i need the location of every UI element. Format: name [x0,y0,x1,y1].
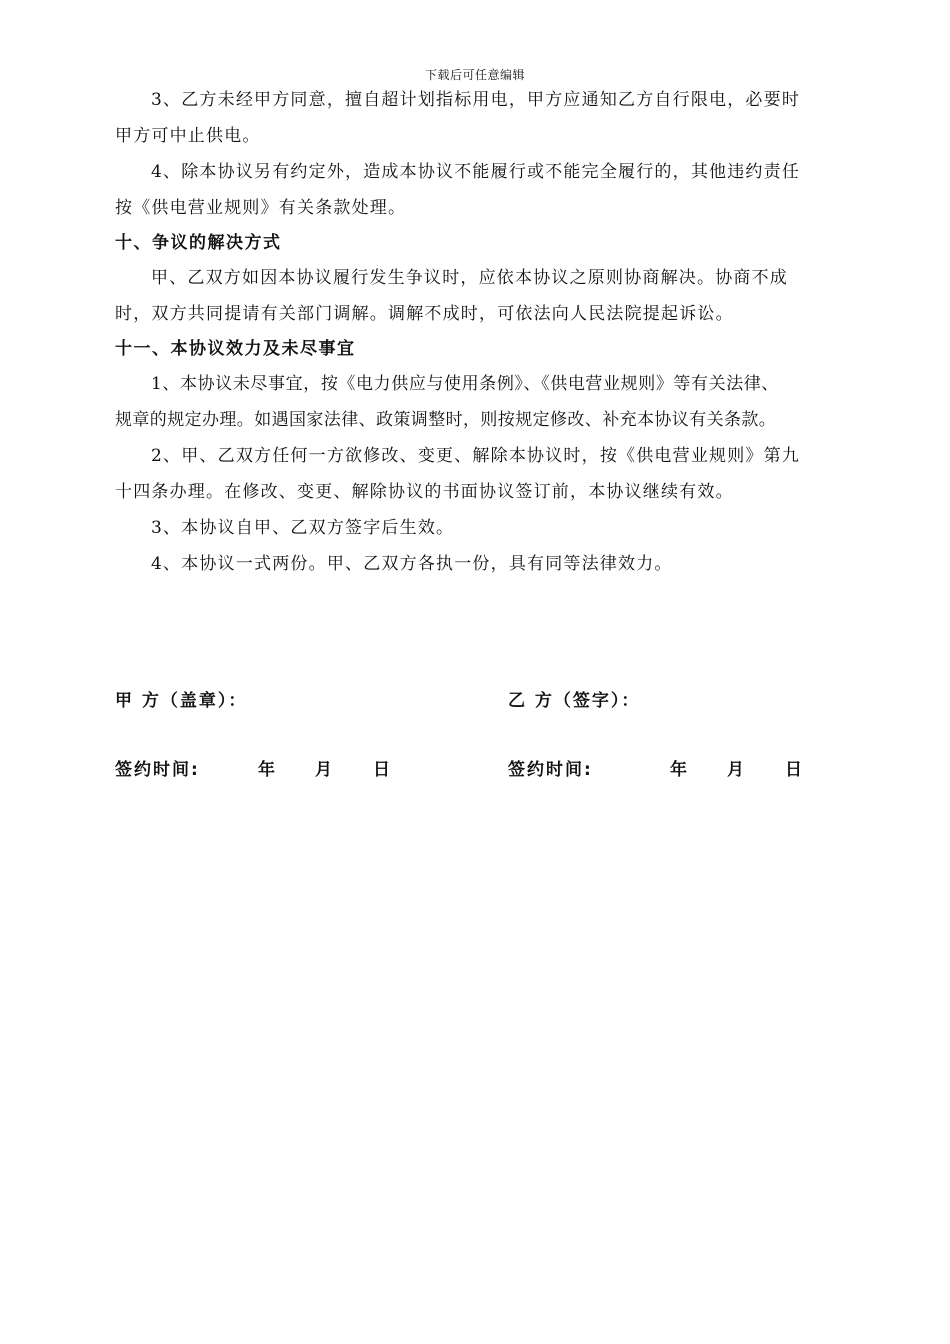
party-a-date-label: 签约时间: [115,760,200,780]
section-10-line-1: 甲、乙双方如因本协议履行发生争议时，应依本协议之原则协商解决。协商不成 [151,268,788,288]
section-11-title: 十一、本协议效力及未尽事宜 [115,339,356,359]
party-a-day: 日 [373,760,392,780]
clause-4-line-1: 4、除本协议另有约定外，造成本协议不能履行或不能完全履行的，其他违约责任 [151,162,801,182]
party-b-day: 日 [785,760,804,780]
section-10-title: 十、争议的解决方式 [115,233,282,253]
party-a-month: 月 [315,760,334,780]
party-a-year: 年 [258,760,277,780]
party-b-date-label: 签约时间: [508,760,593,780]
clause-3-line-1: 3、乙方未经甲方同意，擅自超计划指标用电，甲方应通知乙方自行限电，必要时 [151,90,801,110]
section-11-item-1-line-1: 1、本协议未尽事宜，按《电力供应与使用条例》、《供电营业规则》等有关法律、 [151,374,780,394]
section-11-item-1-line-2: 规章的规定办理。如遇国家法律、政策调整时，则按规定修改、补充本协议有关条款。 [115,410,777,430]
party-b-label: 乙 方（签字）： [508,691,641,711]
section-11-item-3: 3、本协议自甲、乙双方签字后生效。 [151,518,455,538]
clause-3-line-2: 甲方可中止供电。 [115,126,261,146]
header-note: 下载后可任意编辑 [424,68,525,82]
party-a-label: 甲 方（盖章）： [115,691,248,711]
section-11-item-4: 4、本协议一式两份。甲、乙双方各执一份，具有同等法律效力。 [151,554,673,574]
section-11-item-2-line-1: 2、甲、乙双方任何一方欲修改、变更、解除本协议时，按《供电营业规则》第九 [151,446,801,466]
section-11-item-2-line-2: 十四条办理。在修改、变更、解除协议的书面协议签订前，本协议继续有效。 [115,482,734,502]
section-10-line-2: 时，双方共同提请有关部门调解。调解不成时，可依法向人民法院提起诉讼。 [115,304,734,324]
party-b-year: 年 [670,760,689,780]
agreement-body [115,82,840,582]
clause-4-line-2: 按《供电营业规则》有关条款处理。 [115,198,407,218]
party-b-month: 月 [727,760,746,780]
